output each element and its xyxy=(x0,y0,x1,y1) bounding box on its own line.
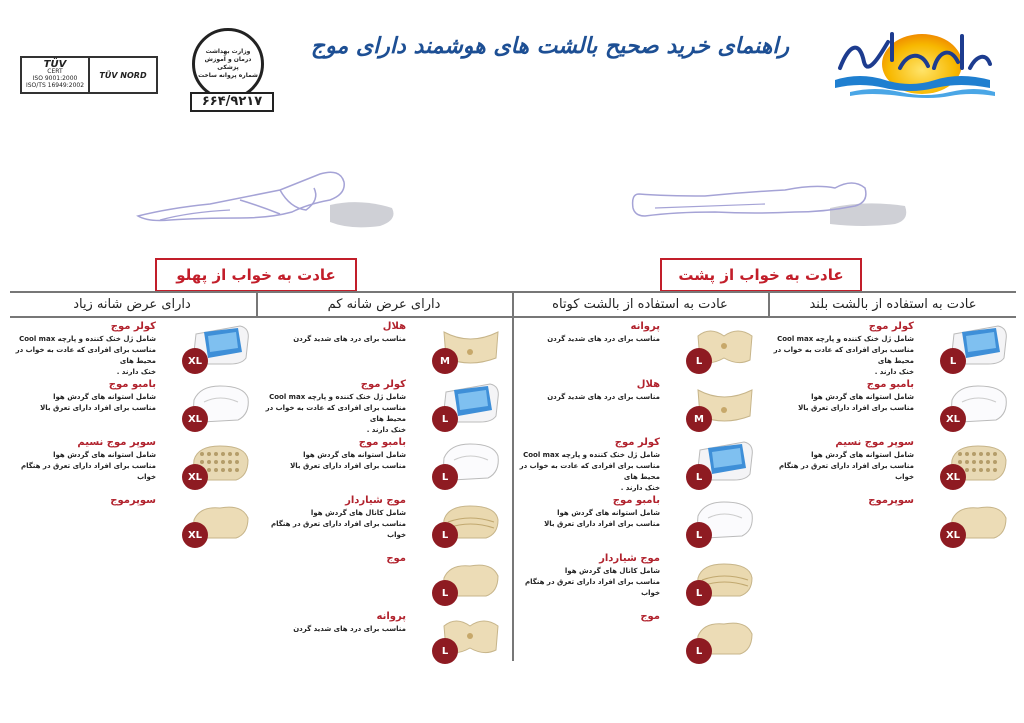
product-text xyxy=(256,436,406,472)
column-long-pillow xyxy=(770,320,1010,700)
product-description: شامل استوانه های گردش هوا xyxy=(811,393,914,401)
size-badge: L xyxy=(686,638,712,664)
size-badge: XL xyxy=(182,522,208,548)
product-name: کولر موج xyxy=(110,321,156,332)
product-text xyxy=(510,610,660,624)
product-text xyxy=(6,494,156,508)
product-name: موج شیاردار xyxy=(345,495,406,506)
license-number: ۶۶۴/۹۲۱۷ xyxy=(190,92,274,112)
product-description: مناسب برای درد های شدید گردن xyxy=(547,335,660,343)
product-description: مناسب برای درد های شدید گردن xyxy=(547,393,660,401)
product-description: مناسب برای درد های شدید گردن xyxy=(293,625,406,633)
product-description: مناسب برای افراد دارای تعرق بالا xyxy=(290,462,406,470)
product-item xyxy=(12,378,252,438)
product-item xyxy=(516,494,756,554)
side-sleeper-heading: عادت به خواب از پهلو xyxy=(155,258,357,292)
product-item xyxy=(770,494,1010,554)
product-description: شامل ژل خنک کننده و پارچه Cool max xyxy=(19,335,156,343)
product-description: مناسب برای افرادی که عادت به خواب در محیط های xyxy=(15,346,156,365)
product-item xyxy=(516,552,756,612)
product-text xyxy=(256,610,406,635)
product-name: کولر موج xyxy=(868,321,914,332)
product-description: شامل استوانه های گردش هوا xyxy=(53,393,156,401)
product-item xyxy=(262,494,502,554)
tuv-cert-mark xyxy=(22,58,90,92)
product-text xyxy=(510,320,660,345)
product-description: شامل کانال های گردش هوا xyxy=(310,509,406,517)
size-badge: L xyxy=(686,348,712,374)
product-item xyxy=(770,436,1010,496)
tuv-certificate-logo xyxy=(20,56,158,94)
product-item xyxy=(262,610,502,670)
product-description: خنک دارند . xyxy=(874,368,914,376)
product-name: بامبو موج xyxy=(358,437,406,448)
product-description: مناسب برای افراد دارای تعرق بالا xyxy=(40,404,156,412)
product-item xyxy=(262,320,502,380)
product-description: شامل ژل خنک کننده و پارچه Cool max xyxy=(269,393,406,401)
seal-line3: شماره پروانه ساخت xyxy=(198,72,258,79)
product-item xyxy=(262,378,502,438)
size-badge: L xyxy=(940,348,966,374)
size-badge: L xyxy=(686,580,712,606)
column-header-wide-shoulder: دارای عرض شانه زیاد xyxy=(73,297,191,312)
product-text xyxy=(764,378,914,414)
product-name: بامبو موج xyxy=(108,379,156,390)
size-badge: L xyxy=(686,464,712,490)
size-badge: XL xyxy=(182,348,208,374)
tuv-cert-label: CERT xyxy=(47,68,63,75)
product-description: شامل استوانه های گردش هوا xyxy=(811,451,914,459)
product-text xyxy=(6,436,156,483)
product-name: سوپر موج نسیم xyxy=(835,437,914,448)
product-name: موج xyxy=(640,611,660,622)
product-text xyxy=(510,494,660,530)
product-item xyxy=(12,436,252,496)
product-text xyxy=(256,494,406,541)
product-name: بامبو موج xyxy=(866,379,914,390)
column-short-pillow xyxy=(516,320,756,700)
product-item xyxy=(262,552,502,612)
product-description: مناسب برای افراد دارای تعرق در هنگام خواب xyxy=(270,520,406,539)
brand-logo xyxy=(830,22,1000,102)
column-narrow-shoulder xyxy=(262,320,502,700)
back-sleeper-heading: عادت به خواب از پشت xyxy=(660,258,862,292)
size-badge: L xyxy=(686,522,712,548)
size-badge: XL xyxy=(182,406,208,432)
product-description: شامل استوانه های گردش هوا xyxy=(557,509,660,517)
size-badge: XL xyxy=(940,464,966,490)
seal-circle xyxy=(192,28,264,100)
product-text xyxy=(764,320,914,378)
product-item xyxy=(12,494,252,554)
product-text xyxy=(510,552,660,599)
product-item xyxy=(516,378,756,438)
product-item xyxy=(516,320,756,380)
product-description: مناسب برای افراد دارای تعرق بالا xyxy=(544,520,660,528)
product-description: مناسب برای افراد دارای تعرق در هنگام خواب xyxy=(20,462,156,481)
column-header-long-pillow: عادت به استفاده از بالشت بلند xyxy=(809,297,977,312)
page-title: راهنمای خرید صحیح بالشت های هوشمند دارای موج xyxy=(310,34,790,59)
product-text xyxy=(256,552,406,566)
product-description: خنک دارند . xyxy=(620,484,660,492)
column-header-short-pillow: عادت به استفاده از بالشت کوتاه xyxy=(552,297,728,312)
product-name: پروانه xyxy=(376,611,406,622)
product-text xyxy=(6,320,156,378)
product-description: مناسب برای افرادی که عادت به خواب در محیط های xyxy=(519,462,660,481)
product-text xyxy=(764,436,914,483)
product-name: هلال xyxy=(636,379,660,390)
product-name: سوپرموج xyxy=(110,495,156,506)
iso-9001-label: ISO 9001:2000 xyxy=(32,75,78,82)
size-badge: XL xyxy=(940,406,966,432)
product-description: مناسب برای افرادی که عادت به خواب در محیط های xyxy=(265,404,406,423)
product-item xyxy=(770,378,1010,438)
product-description: شامل ژل خنک کننده و پارچه Cool max xyxy=(523,451,660,459)
product-item xyxy=(262,436,502,496)
tuv-brand: TÜV xyxy=(43,59,67,70)
product-description: خنک دارند . xyxy=(116,368,156,376)
size-badge: XL xyxy=(182,464,208,490)
product-text xyxy=(256,320,406,345)
product-description: شامل استوانه های گردش هوا xyxy=(303,451,406,459)
size-badge: L xyxy=(432,464,458,490)
product-description: شامل استوانه های گردش هوا xyxy=(53,451,156,459)
size-badge: M xyxy=(686,406,712,432)
iso-ts-label: ISO/TS 16949:2002 xyxy=(25,82,85,89)
product-description: شامل کانال های گردش هوا xyxy=(564,567,660,575)
product-description: مناسب برای افراد دارای تعرق در هنگام خواب xyxy=(524,578,660,597)
column-header-narrow-shoulder: دارای عرض شانه کم xyxy=(327,297,441,312)
side-sleeper-illustration xyxy=(130,160,400,235)
health-ministry-seal xyxy=(190,28,274,112)
size-badge: M xyxy=(432,348,458,374)
product-text xyxy=(510,378,660,403)
product-text xyxy=(6,378,156,414)
size-badge: L xyxy=(432,638,458,664)
size-badge: XL xyxy=(940,522,966,548)
seal-line1: وزارت بهداشت xyxy=(205,48,251,55)
product-description: خنک دارند . xyxy=(366,426,406,434)
product-description: مناسب برای افراد دارای تعرق در هنگام خواب xyxy=(778,462,914,481)
product-description: مناسب برای درد های شدید گردن xyxy=(293,335,406,343)
product-name: موج شیاردار xyxy=(599,553,660,564)
tuv-nord-label: TÜV NORD xyxy=(99,70,147,80)
product-description: مناسب برای افراد دارای تعرق بالا xyxy=(798,404,914,412)
product-name: کولر موج xyxy=(360,379,406,390)
product-name: موج xyxy=(386,553,406,564)
size-badge: L xyxy=(432,580,458,606)
product-name: پروانه xyxy=(630,321,660,332)
product-item xyxy=(770,320,1010,380)
product-description: شامل ژل خنک کننده و پارچه Cool max xyxy=(777,335,914,343)
product-item xyxy=(516,610,756,670)
product-name: بامبو موج xyxy=(612,495,660,506)
size-badge: L xyxy=(432,522,458,548)
product-item xyxy=(12,320,252,380)
product-item xyxy=(516,436,756,496)
product-name: کولر موج xyxy=(614,437,660,448)
product-text xyxy=(510,436,660,494)
product-name: هلال xyxy=(382,321,406,332)
column-wide-shoulder xyxy=(12,320,252,700)
product-text xyxy=(764,494,914,508)
size-badge: L xyxy=(432,406,458,432)
product-name: سوپر موج نسیم xyxy=(77,437,156,448)
seal-line2: درمان و آموزش پزشکی xyxy=(204,56,252,71)
product-name: سوپرموج xyxy=(868,495,914,506)
product-text xyxy=(256,378,406,436)
product-description: مناسب برای افرادی که عادت به خواب در محیط های xyxy=(773,346,914,365)
back-sleeper-illustration xyxy=(625,172,910,232)
